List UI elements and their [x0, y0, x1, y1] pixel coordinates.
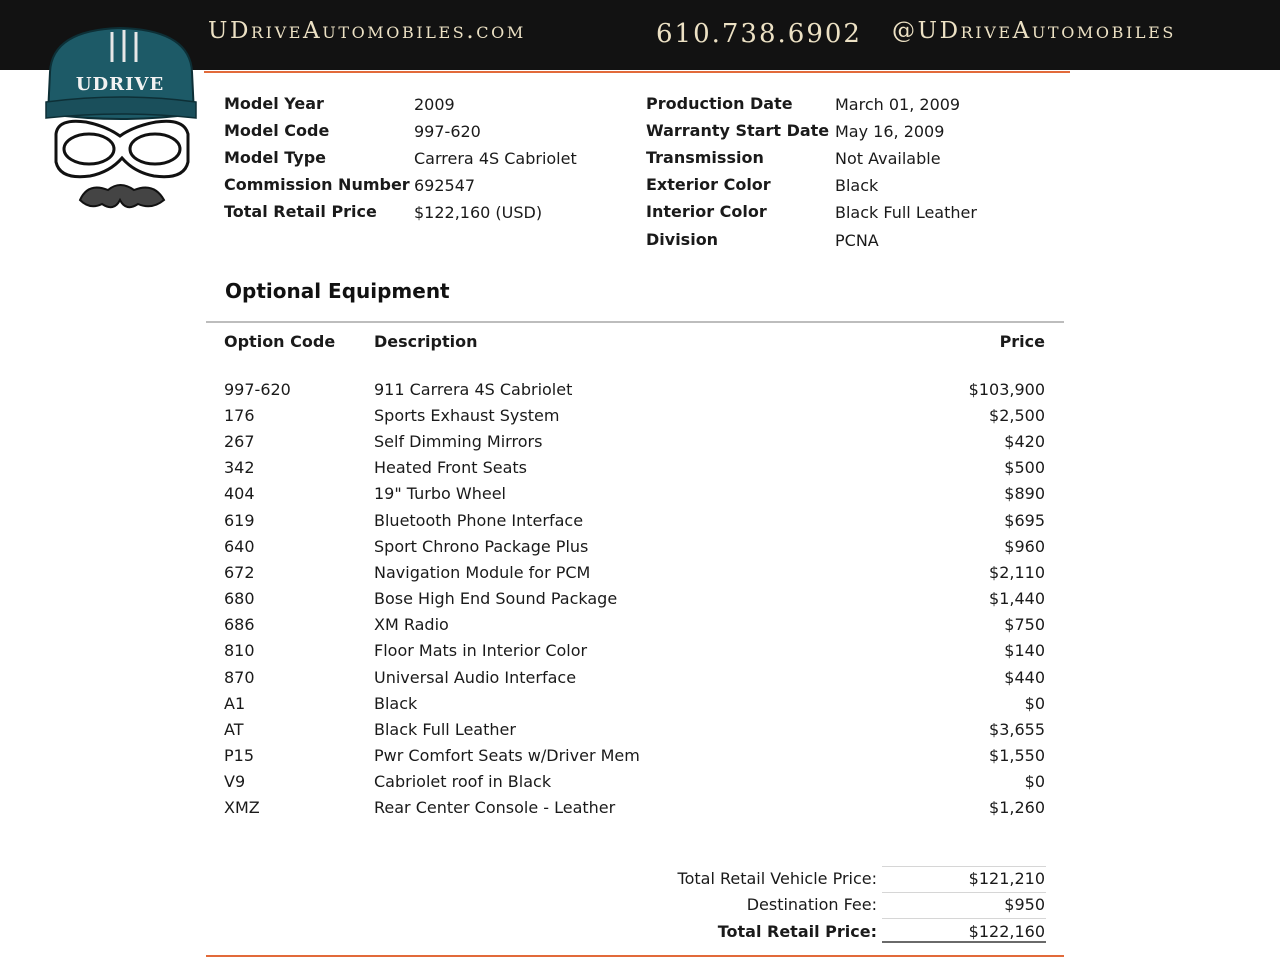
info-value-total-retail-price: $122,160 (USD) — [414, 203, 543, 222]
info-label-transmission: Transmission — [646, 148, 764, 167]
info-value-transmission: Not Available — [835, 149, 941, 168]
info-value-exterior-color: Black — [835, 176, 879, 195]
option-code: 680 — [224, 589, 255, 608]
option-description: Universal Audio Interface — [374, 668, 577, 687]
udrive-logo — [42, 22, 202, 222]
option-price: $890 — [1004, 484, 1045, 503]
section-divider — [206, 321, 1064, 323]
destination-fee-value: $950 — [1004, 895, 1045, 914]
total-vehicle-price-value: $121,210 — [968, 869, 1045, 888]
table-row — [0, 668, 1280, 694]
option-description: Floor Mats in Interior Color — [374, 641, 588, 660]
option-code: 176 — [224, 406, 255, 425]
info-value-interior-color: Black Full Leather — [835, 203, 977, 222]
table-row — [0, 458, 1280, 484]
option-description: Self Dimming Mirrors — [374, 432, 543, 451]
info-value-model-year: 2009 — [414, 95, 455, 114]
table-row — [0, 641, 1280, 667]
info-label-commission-number: Commission Number — [224, 175, 410, 194]
option-description: 911 Carrera 4S Cabriolet — [374, 380, 573, 399]
total-vehicle-price-label: Total Retail Vehicle Price: — [677, 869, 877, 888]
table-row — [0, 798, 1280, 824]
option-code: 619 — [224, 511, 255, 530]
totals-sub-rule — [882, 918, 1046, 919]
table-row — [0, 694, 1280, 720]
option-code: 342 — [224, 458, 255, 477]
info-label-warranty-start-date: Warranty Start Date — [646, 121, 830, 140]
table-row — [0, 746, 1280, 772]
option-price: $3,655 — [989, 720, 1045, 739]
total-retail-price-value: $122,160 — [968, 922, 1045, 941]
table-row — [0, 720, 1280, 746]
table-row — [0, 772, 1280, 798]
option-description: Rear Center Console - Leather — [374, 798, 616, 817]
option-code: 810 — [224, 641, 255, 660]
option-description: Pwr Comfort Seats w/Driver Mem — [374, 746, 640, 765]
option-code: 404 — [224, 484, 255, 503]
option-price: $420 — [1004, 432, 1045, 451]
bottom-accent-rule — [206, 955, 1064, 957]
option-description: Sport Chrono Package Plus — [374, 537, 589, 556]
option-price: $140 — [1004, 641, 1045, 660]
option-price: $695 — [1004, 511, 1045, 530]
option-price: $1,260 — [989, 798, 1045, 817]
table-row — [0, 432, 1280, 458]
option-price: $440 — [1004, 668, 1045, 687]
option-code: P15 — [224, 746, 255, 765]
option-price: $750 — [1004, 615, 1045, 634]
totals-top-rule — [882, 866, 1046, 867]
info-label-model-year: Model Year — [224, 94, 324, 113]
option-price: $960 — [1004, 537, 1045, 556]
info-label-exterior-color: Exterior Color — [646, 175, 771, 194]
table-row — [0, 615, 1280, 641]
option-description: Bluetooth Phone Interface — [374, 511, 584, 530]
info-value-model-code: 997-620 — [414, 122, 481, 141]
info-value-warranty-start-date: May 16, 2009 — [835, 122, 945, 141]
column-header-price: Price — [999, 332, 1045, 351]
option-description: Sports Exhaust System — [374, 406, 560, 425]
website-link[interactable]: UDriveAutomobiles.com — [208, 18, 526, 44]
option-code: XMZ — [224, 798, 260, 817]
table-row — [0, 484, 1280, 510]
info-value-commission-number: 692547 — [414, 176, 476, 195]
table-row — [0, 511, 1280, 537]
top-accent-rule — [204, 71, 1070, 73]
column-header-description: Description — [374, 332, 478, 351]
table-row — [0, 563, 1280, 589]
option-price: $500 — [1004, 458, 1045, 477]
option-description: 19" Turbo Wheel — [374, 484, 506, 503]
column-header-option-code: Option Code — [224, 332, 336, 351]
option-code: 672 — [224, 563, 255, 582]
info-label-production-date: Production Date — [646, 94, 793, 113]
info-label-interior-color: Interior Color — [646, 202, 767, 221]
phone-number[interactable]: 610.738.6902 — [656, 19, 862, 49]
option-price: $1,440 — [989, 589, 1045, 608]
option-description: Bose High End Sound Package — [374, 589, 618, 608]
option-price: $0 — [1024, 772, 1045, 791]
logo-text: UDRIVE — [75, 74, 165, 95]
option-code: 640 — [224, 537, 255, 556]
info-value-division: PCNA — [835, 231, 879, 250]
option-price: $0 — [1024, 694, 1045, 713]
option-description: Black — [374, 694, 418, 713]
option-description: Navigation Module for PCM — [374, 563, 591, 582]
totals-mid-rule — [882, 892, 1046, 893]
info-label-model-type: Model Type — [224, 148, 327, 167]
totals-bottom-rule — [882, 941, 1046, 943]
table-row — [0, 537, 1280, 563]
info-label-total-retail-price: Total Retail Price — [224, 202, 377, 221]
total-retail-price-label: Total Retail Price: — [717, 922, 877, 941]
option-code: 686 — [224, 615, 255, 634]
info-value-production-date: March 01, 2009 — [835, 95, 961, 114]
option-price: $2,110 — [989, 563, 1045, 582]
option-code: 267 — [224, 432, 255, 451]
section-title-optional-equipment: Optional Equipment — [225, 279, 450, 303]
table-row — [0, 589, 1280, 615]
table-row — [0, 380, 1280, 406]
option-description: XM Radio — [374, 615, 449, 634]
option-description: Heated Front Seats — [374, 458, 528, 477]
option-code: AT — [224, 720, 244, 739]
destination-fee-label: Destination Fee: — [746, 895, 877, 914]
option-code: V9 — [224, 772, 246, 791]
option-description: Cabriolet roof in Black — [374, 772, 552, 791]
option-code: 870 — [224, 668, 255, 687]
info-label-division: Division — [646, 230, 719, 249]
option-code: 997-620 — [224, 380, 291, 399]
option-price: $2,500 — [989, 406, 1045, 425]
table-row — [0, 406, 1280, 432]
option-description: Black Full Leather — [374, 720, 516, 739]
option-code: A1 — [224, 694, 246, 713]
info-label-model-code: Model Code — [224, 121, 330, 140]
option-price: $1,550 — [989, 746, 1045, 765]
social-handle[interactable]: @UDriveAutomobiles — [892, 18, 1176, 44]
info-value-model-type: Carrera 4S Cabriolet — [414, 149, 577, 168]
option-price: $103,900 — [968, 380, 1045, 399]
